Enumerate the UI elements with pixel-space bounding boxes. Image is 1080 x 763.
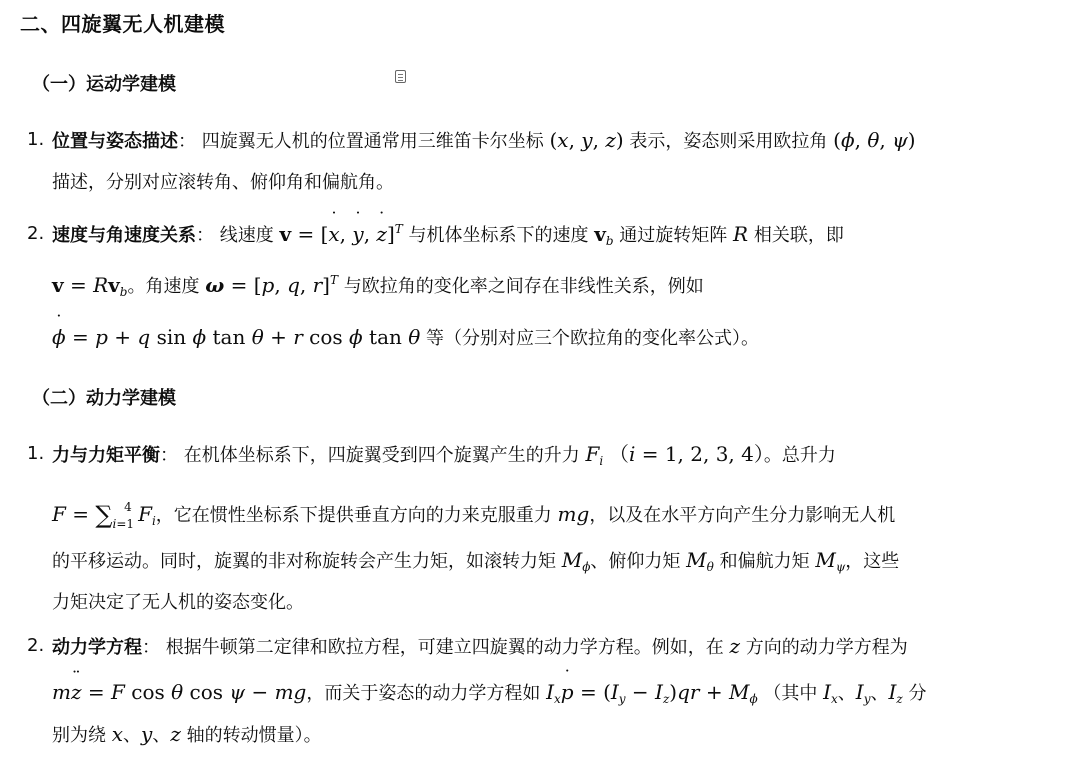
text: 等（分别对应三个欧拉角的变化率公式）。: [426, 328, 760, 349]
separator: ：: [142, 637, 160, 658]
text: 、: [123, 725, 142, 746]
math-inertia-z: $I_z$: [888, 680, 903, 706]
list-item-line: [52, 272, 704, 300]
text: ，而关于姿态的动力学方程如: [306, 683, 541, 704]
list-number: 2.: [27, 635, 45, 656]
list-number: 1.: [27, 129, 45, 150]
math-velocity-relation: $v = Rv_b$: [52, 273, 128, 299]
text: 在机体坐标系下，四旋翼受到四个旋翼产生的升力: [183, 445, 580, 466]
text: 根据牛顿第二定律和欧拉方程，可建立四旋翼的动力学方程。例如，在: [165, 637, 724, 658]
list-item-line: 力矩决定了无人机的姿态变化。: [52, 592, 304, 613]
text: ，以及在水平方向产生分力影响无人机: [589, 505, 896, 526]
list-number: 2.: [27, 223, 45, 244]
item-label: 位置与姿态描述: [52, 131, 178, 152]
math-total-lift: $F = \sum_{i=1}^4$ $F_i$: [52, 500, 156, 531]
text: ，它在惯性坐标系下提供垂直方向的力来克服重力: [155, 505, 552, 526]
text: 分: [908, 683, 927, 704]
math-lift-force: $F_i$: [585, 442, 604, 468]
separator: ：: [196, 225, 214, 246]
list-item-line: [52, 494, 895, 537]
item-label: 速度与角速度关系: [52, 225, 196, 246]
math-rotation-matrix: R: [733, 222, 749, 246]
section-heading: 二、四旋翼无人机建模: [20, 12, 225, 36]
text: 通过旋转矩阵: [619, 225, 728, 246]
text: 四旋翼无人机的位置通常用三维笛卡尔坐标: [201, 131, 544, 152]
separator: ：: [160, 445, 178, 466]
text: 轴的转动惯量）。: [186, 725, 322, 746]
math-z-axis: z: [729, 634, 741, 658]
text: 方向的动力学方程为: [745, 637, 908, 658]
list-item-line: [52, 679, 926, 707]
text: 与欧拉角的变化率之间存在非线性关系，例如: [343, 276, 704, 297]
text: 、: [870, 683, 889, 704]
text: 与机体坐标系下的速度: [408, 225, 589, 246]
list-item-line: [52, 221, 844, 249]
math-linear-velocity: v = [x ˙, y ˙, z ˙]$^T$: [279, 222, 402, 246]
text: ，这些: [845, 551, 900, 572]
math-inertia-y: $I_y$: [855, 680, 871, 706]
text: 、: [152, 725, 171, 746]
math-attitude-dynamics: $I_xp$ ˙ = $(I_y - I_z)qr + M_\phi$: [546, 680, 758, 704]
text: 和偏航力矩: [719, 551, 810, 572]
math-position: (x, y, z): [549, 128, 624, 152]
list-number: 1.: [27, 443, 45, 464]
list-item-line: [52, 633, 908, 661]
separator: ：: [178, 131, 196, 152]
text: （其中: [763, 683, 818, 704]
text: 。总升力: [763, 445, 836, 466]
math-x: x: [111, 722, 124, 746]
list-item-line: [52, 127, 916, 155]
math-roll-moment: $M_\phi$: [561, 548, 591, 574]
math-yaw-moment: $M_\psi$: [815, 548, 846, 574]
text: 。角速度: [127, 276, 200, 297]
math-y: y: [141, 722, 153, 746]
text: 表示，姿态则采用欧拉角: [629, 131, 828, 152]
math-angular-velocity: ω = [p, q, r]$^T$: [205, 273, 338, 297]
subsection-title-kinematics: （一）运动学建模: [32, 74, 176, 95]
math-z: z: [170, 722, 181, 746]
list-item-line: 描述，分别对应滚转角、俯仰角和偏航角。: [52, 172, 394, 193]
math-euler-rate: ϕ ˙ = p + q sin ϕ tan θ + r cos ϕ tan θ: [52, 325, 420, 349]
item-label: 动力学方程: [52, 637, 142, 658]
text: 线速度: [219, 225, 274, 246]
math-index-range: （i = 1, 2, 3, 4）: [608, 442, 764, 466]
list-item-line: [52, 324, 759, 352]
text: 相关联，即: [753, 225, 844, 246]
math-gravity: mg: [557, 502, 590, 526]
math-euler-angles: (ϕ, θ, ψ): [833, 128, 916, 152]
item-label: 力与力矩平衡: [52, 445, 160, 466]
list-item-line: [52, 547, 899, 575]
subsection-title-dynamics: （二）动力学建模: [32, 388, 176, 409]
list-item-line: [52, 441, 836, 469]
math-z-dynamics: mz ¨ = F cos θ cos ψ − mg: [52, 680, 306, 704]
math-body-velocity: $v_b$: [594, 222, 614, 248]
list-item-line: [52, 721, 322, 749]
math-inertia-x: $I_x$: [823, 680, 838, 706]
text: 的平移运动。同时，旋翼的非对称旋转会产生力矩，如滚转力矩: [52, 551, 556, 572]
text: 、俯仰力矩: [590, 551, 681, 572]
copy-icon[interactable]: [395, 70, 406, 83]
text: 别为绕: [52, 725, 106, 746]
text: 、: [837, 683, 856, 704]
math-pitch-moment: $M_\theta$: [686, 548, 714, 574]
